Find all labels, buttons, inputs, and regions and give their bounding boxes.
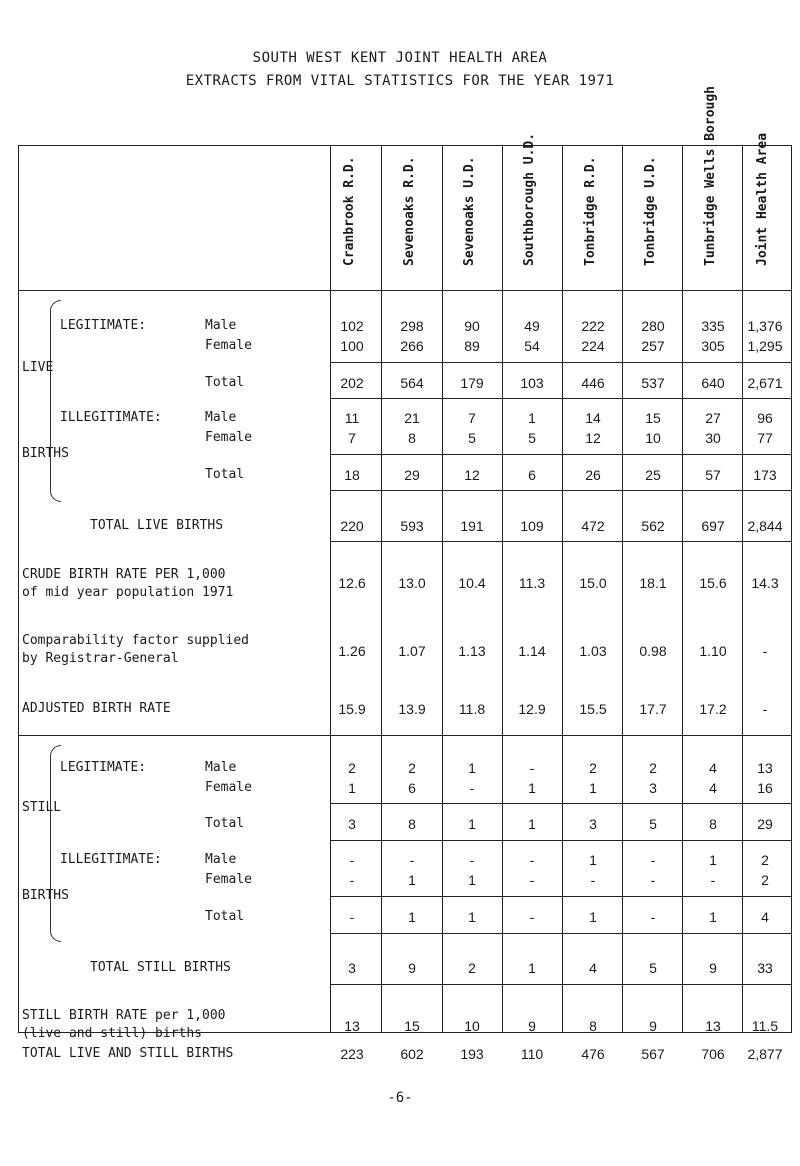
row-divider bbox=[330, 454, 792, 455]
table-cell: 9 bbox=[528, 1018, 536, 1034]
table-cell: 29 bbox=[404, 467, 420, 483]
table-cell: 1 bbox=[468, 816, 476, 832]
table-cell: 15.9 bbox=[338, 701, 366, 717]
table-cell: 8 bbox=[408, 816, 416, 832]
row-label: Female bbox=[205, 430, 252, 445]
table-cell: 18.1 bbox=[639, 575, 667, 591]
row-label: Total bbox=[205, 909, 245, 924]
row-label: TOTAL LIVE BIRTHS bbox=[90, 518, 224, 533]
table-cell: 3 bbox=[589, 816, 597, 832]
table-cell: - bbox=[590, 872, 596, 888]
table-cell: 9 bbox=[709, 960, 717, 976]
table-cell: 1 bbox=[589, 909, 597, 925]
table-cell: 10.4 bbox=[458, 575, 486, 591]
table-cell: 77 bbox=[757, 430, 773, 446]
table-cell: 90 bbox=[464, 318, 480, 334]
table-cell: 298 bbox=[400, 318, 424, 334]
row-divider bbox=[330, 490, 792, 491]
table-cell: 17.2 bbox=[699, 701, 727, 717]
group-label: STILL bbox=[22, 800, 62, 815]
row-label: Female bbox=[205, 338, 252, 353]
table-cell: 8 bbox=[709, 816, 717, 832]
bracket bbox=[50, 745, 61, 942]
table-cell: 257 bbox=[641, 338, 665, 354]
table-cell: 10 bbox=[645, 430, 661, 446]
table-cell: 4 bbox=[709, 760, 717, 776]
row-divider bbox=[330, 541, 792, 542]
table-cell: 191 bbox=[460, 518, 484, 534]
table-cell: 102 bbox=[340, 318, 364, 334]
table-cell: 18 bbox=[344, 467, 360, 483]
table-cell: 11.8 bbox=[458, 701, 486, 717]
row-label: CRUDE BIRTH RATE PER 1,000 bbox=[22, 567, 226, 582]
table-cell: 5 bbox=[649, 960, 657, 976]
table-cell: 472 bbox=[581, 518, 605, 534]
table-cell: - bbox=[349, 872, 355, 888]
table-cell: 280 bbox=[641, 318, 665, 334]
row-label: TOTAL LIVE AND STILL BIRTHS bbox=[22, 1046, 234, 1061]
row-label: Male bbox=[205, 318, 237, 333]
table-cell: 12.9 bbox=[518, 701, 546, 717]
table-cell: 2 bbox=[761, 852, 769, 868]
table-cell: 602 bbox=[400, 1046, 424, 1062]
table-cell: - bbox=[349, 909, 355, 925]
table-cell: 697 bbox=[701, 518, 725, 534]
table-cell: 0.98 bbox=[639, 643, 667, 659]
column-header: Joint Health Area bbox=[755, 132, 770, 266]
table-cell: - bbox=[469, 780, 475, 796]
table-cell: 11.5 bbox=[751, 1018, 779, 1034]
table-cell: 103 bbox=[520, 375, 544, 391]
table-cell: 109 bbox=[520, 518, 544, 534]
row-label: ILLEGITIMATE: bbox=[60, 852, 162, 867]
row-label: ILLEGITIMATE: bbox=[60, 410, 162, 425]
table-cell: 1 bbox=[348, 780, 356, 796]
row-divider bbox=[330, 896, 792, 897]
table-cell: 21 bbox=[404, 410, 420, 426]
table-cell: 1 bbox=[468, 760, 476, 776]
table-cell: 8 bbox=[408, 430, 416, 446]
table-cell: - bbox=[529, 909, 535, 925]
table-cell: 2 bbox=[761, 872, 769, 888]
table-cell: 12 bbox=[585, 430, 601, 446]
table-cell: 193 bbox=[460, 1046, 484, 1062]
row-label: LEGITIMATE: bbox=[60, 760, 147, 775]
header-divider bbox=[18, 290, 792, 291]
table-cell: 1 bbox=[468, 872, 476, 888]
row-label: Female bbox=[205, 872, 252, 887]
table-cell: 89 bbox=[464, 338, 480, 354]
table-cell: 179 bbox=[460, 375, 484, 391]
table-cell: - bbox=[650, 852, 656, 868]
column-header: Tonbridge U.D. bbox=[643, 156, 658, 266]
table-cell: 223 bbox=[340, 1046, 364, 1062]
row-label: Total bbox=[205, 816, 245, 831]
table-cell: 1.13 bbox=[458, 643, 486, 659]
section-divider bbox=[18, 735, 792, 736]
table-cell: 17.7 bbox=[639, 701, 667, 717]
row-label: Male bbox=[205, 410, 237, 425]
group-label: LIVE bbox=[22, 360, 54, 375]
table-cell: 25 bbox=[645, 467, 661, 483]
table-cell: 30 bbox=[705, 430, 721, 446]
table-cell: 5 bbox=[528, 430, 536, 446]
row-divider bbox=[330, 984, 792, 985]
table-cell: 14.3 bbox=[751, 575, 779, 591]
table-cell: 110 bbox=[520, 1046, 544, 1062]
table-cell: 15 bbox=[404, 1018, 420, 1034]
table-cell: 1 bbox=[589, 780, 597, 796]
table-cell: 1.10 bbox=[699, 643, 727, 659]
table-cell: - bbox=[650, 872, 656, 888]
table-cell: 593 bbox=[400, 518, 424, 534]
table-cell: - bbox=[762, 701, 768, 717]
table-cell: 1 bbox=[528, 410, 536, 426]
column-header: Sevenoaks R.D. bbox=[402, 156, 417, 266]
table-cell: 2 bbox=[649, 760, 657, 776]
table-cell: 1 bbox=[468, 909, 476, 925]
table-cell: 224 bbox=[581, 338, 605, 354]
table-cell: 15 bbox=[645, 410, 661, 426]
table-cell: - bbox=[529, 872, 535, 888]
table-cell: 2 bbox=[468, 960, 476, 976]
table-cell: 9 bbox=[649, 1018, 657, 1034]
table-cell: 3 bbox=[649, 780, 657, 796]
table-cell: 6 bbox=[408, 780, 416, 796]
table-cell: 1 bbox=[408, 909, 416, 925]
table-cell: 305 bbox=[701, 338, 725, 354]
row-label: Female bbox=[205, 780, 252, 795]
table-cell: 1 bbox=[709, 852, 717, 868]
table-cell: 1 bbox=[709, 909, 717, 925]
table-cell: 335 bbox=[701, 318, 725, 334]
table-cell: 5 bbox=[468, 430, 476, 446]
table-cell: 1 bbox=[528, 780, 536, 796]
table-cell: 537 bbox=[641, 375, 665, 391]
table-cell: 49 bbox=[524, 318, 540, 334]
table-cell: 3 bbox=[348, 816, 356, 832]
table-cell: 1.07 bbox=[398, 643, 426, 659]
table-cell: 27 bbox=[705, 410, 721, 426]
table-cell: 13.0 bbox=[398, 575, 426, 591]
table-cell: - bbox=[650, 909, 656, 925]
table-cell: 3 bbox=[348, 960, 356, 976]
table-cell: 2,877 bbox=[747, 1046, 783, 1062]
table-cell: 1 bbox=[589, 852, 597, 868]
row-label: (live and still) births bbox=[22, 1026, 203, 1041]
table-cell: 15.5 bbox=[579, 701, 607, 717]
table-cell: - bbox=[710, 872, 716, 888]
table-cell: 96 bbox=[757, 410, 773, 426]
row-label: by Registrar-General bbox=[22, 651, 179, 666]
table-cell: 1.26 bbox=[338, 643, 366, 659]
table-cell: 57 bbox=[705, 467, 721, 483]
table-cell: 33 bbox=[757, 960, 773, 976]
table-cell: 29 bbox=[757, 816, 773, 832]
column-header: Tonbridge R.D. bbox=[583, 156, 598, 266]
table-cell: 15.6 bbox=[699, 575, 727, 591]
page-title: SOUTH WEST KENT JOINT HEALTH AREA bbox=[252, 50, 548, 66]
table-cell: 640 bbox=[701, 375, 725, 391]
table-cell: 11 bbox=[344, 410, 360, 426]
table-cell: - bbox=[762, 643, 768, 659]
table-cell: - bbox=[349, 852, 355, 868]
row-label: Total bbox=[205, 375, 245, 390]
table-cell: 1 bbox=[528, 960, 536, 976]
table-cell: 15.0 bbox=[579, 575, 607, 591]
row-divider bbox=[330, 803, 792, 804]
table-cell: 100 bbox=[340, 338, 364, 354]
table-cell: 2,671 bbox=[747, 375, 783, 391]
table-cell: 7 bbox=[468, 410, 476, 426]
row-label: Total bbox=[205, 467, 245, 482]
table-cell: 1,295 bbox=[747, 338, 783, 354]
table-cell: 266 bbox=[400, 338, 424, 354]
table-cell: 8 bbox=[589, 1018, 597, 1034]
row-label: of mid year population 1971 bbox=[22, 585, 234, 600]
table-cell: 173 bbox=[753, 467, 777, 483]
row-label: Comparability factor supplied bbox=[22, 633, 249, 648]
page-number: -6- bbox=[387, 1090, 413, 1106]
table-cell: 4 bbox=[709, 780, 717, 796]
row-divider bbox=[330, 933, 792, 934]
table-cell: 2 bbox=[408, 760, 416, 776]
group-label: BIRTHS bbox=[22, 446, 69, 461]
row-divider bbox=[330, 840, 792, 841]
table-cell: 4 bbox=[761, 909, 769, 925]
table-cell: 1 bbox=[528, 816, 536, 832]
table-cell: 2 bbox=[589, 760, 597, 776]
table-cell: 220 bbox=[340, 518, 364, 534]
table-cell: 11.3 bbox=[518, 575, 546, 591]
column-header: Southborough U.D. bbox=[522, 132, 537, 266]
table-cell: - bbox=[409, 852, 415, 868]
group-label: BIRTHS bbox=[22, 888, 69, 903]
table-cell: - bbox=[529, 760, 535, 776]
table-cell: 1.14 bbox=[518, 643, 546, 659]
table-cell: 12.6 bbox=[338, 575, 366, 591]
table-cell: 13.9 bbox=[398, 701, 426, 717]
table-cell: 446 bbox=[581, 375, 605, 391]
table-cell: 13 bbox=[757, 760, 773, 776]
row-divider bbox=[330, 398, 792, 399]
table-cell: 26 bbox=[585, 467, 601, 483]
row-divider bbox=[330, 362, 792, 363]
table-cell: 14 bbox=[585, 410, 601, 426]
column-header: Sevenoaks U.D. bbox=[462, 156, 477, 266]
table-cell: 1 bbox=[408, 872, 416, 888]
table-cell: 4 bbox=[589, 960, 597, 976]
table-cell: 706 bbox=[701, 1046, 725, 1062]
table-cell: 10 bbox=[464, 1018, 480, 1034]
table-cell: 222 bbox=[581, 318, 605, 334]
table-cell: 12 bbox=[464, 467, 480, 483]
table-cell: 562 bbox=[641, 518, 665, 534]
table-cell: 16 bbox=[757, 780, 773, 796]
row-label: STILL BIRTH RATE per 1,000 bbox=[22, 1008, 226, 1023]
table-cell: 476 bbox=[581, 1046, 605, 1062]
row-label: TOTAL STILL BIRTHS bbox=[90, 960, 231, 975]
row-label: Male bbox=[205, 852, 237, 867]
column-header: Tunbridge Wells Borough bbox=[703, 85, 718, 266]
table-cell: 5 bbox=[649, 816, 657, 832]
table-cell: 567 bbox=[641, 1046, 665, 1062]
column-header: Cranbrook R.D. bbox=[342, 156, 357, 266]
table-cell: - bbox=[469, 852, 475, 868]
row-label: ADJUSTED BIRTH RATE bbox=[22, 701, 171, 716]
bracket bbox=[50, 300, 61, 502]
table-cell: 9 bbox=[408, 960, 416, 976]
table-cell: 13 bbox=[705, 1018, 721, 1034]
table-cell: 2,844 bbox=[747, 518, 783, 534]
table-cell: 202 bbox=[340, 375, 364, 391]
row-label: Male bbox=[205, 760, 237, 775]
table-cell: 1,376 bbox=[747, 318, 783, 334]
table-cell: 564 bbox=[400, 375, 424, 391]
table-cell: 7 bbox=[348, 430, 356, 446]
table-cell: 13 bbox=[344, 1018, 360, 1034]
table-cell: 1.03 bbox=[579, 643, 607, 659]
table-cell: - bbox=[529, 852, 535, 868]
table-cell: 2 bbox=[348, 760, 356, 776]
table-cell: 54 bbox=[524, 338, 540, 354]
row-label: LEGITIMATE: bbox=[60, 318, 147, 333]
page-subtitle: EXTRACTS FROM VITAL STATISTICS FOR THE YEAR 1971 bbox=[185, 73, 615, 89]
table-cell: 6 bbox=[528, 467, 536, 483]
